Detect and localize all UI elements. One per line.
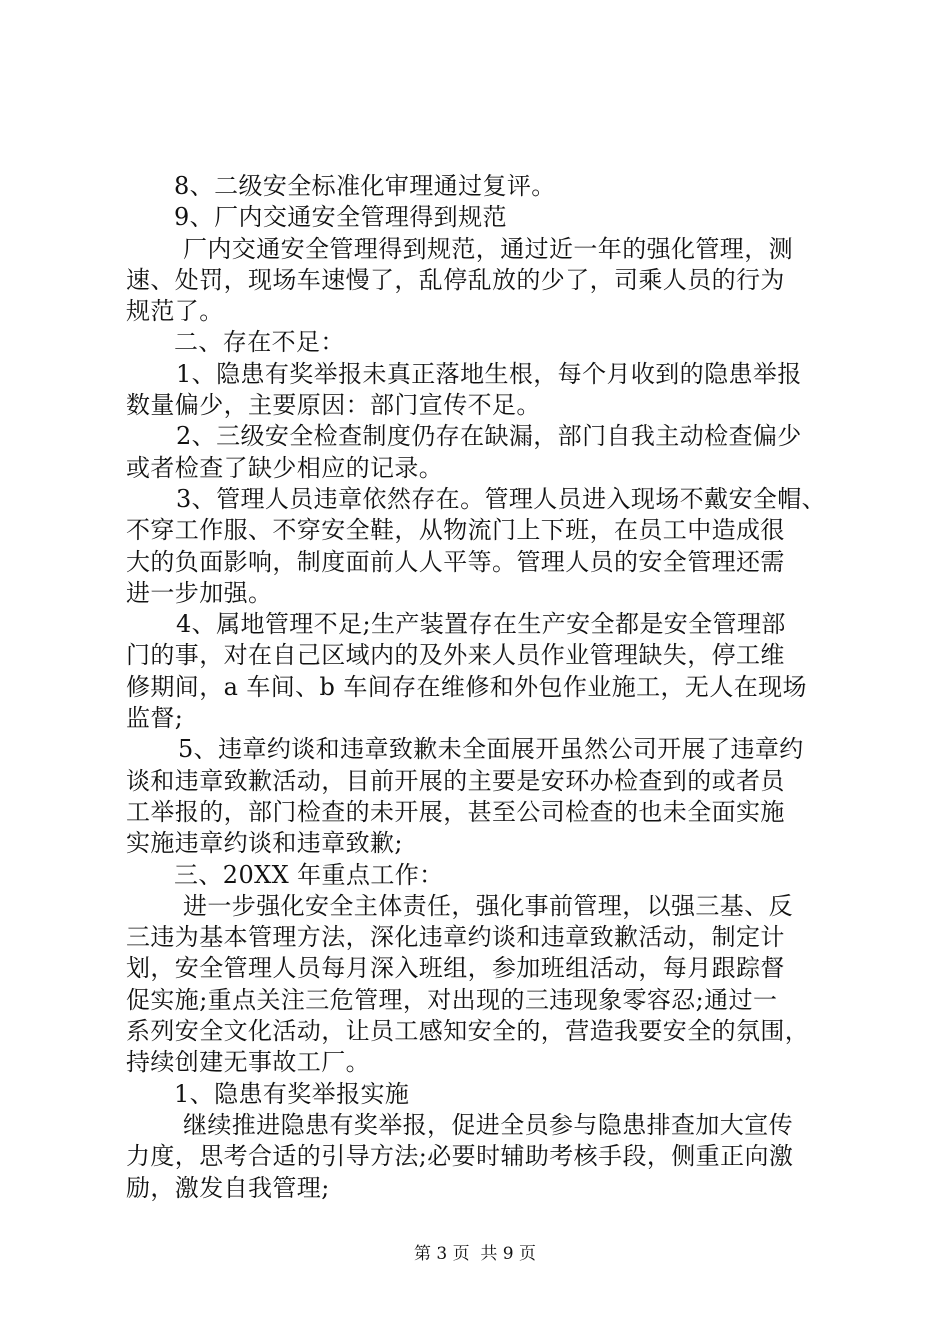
text-line: 9、厂内交通安全管理得到规范 bbox=[174, 203, 507, 232]
page-number-label: 第 3 页 共 9 页 bbox=[413, 1244, 537, 1264]
text-line: 二、存在不足： bbox=[174, 328, 345, 357]
text-line: 监督; bbox=[126, 704, 184, 733]
text-line: 速、处罚，现场车速慢了，乱停乱放的少了，司乘人员的行为 bbox=[126, 265, 785, 294]
text-line: 进一步加强。 bbox=[126, 578, 273, 607]
text-line: 持续创建无事故工厂。 bbox=[126, 1048, 370, 1077]
text-line: 实施违章约谈和违章致歉; bbox=[126, 829, 403, 858]
text-line: 2、三级安全检查制度仍存在缺漏，部门自我主动检查偏少 bbox=[176, 422, 802, 451]
document-body bbox=[126, 171, 836, 1204]
text-line: 门的事，对在自己区域内的及外来人员作业管理缺失，停工维 bbox=[126, 641, 785, 670]
text-line: 5、违章约谈和违章致歉未全面展开虽然公司开展了违章约 bbox=[178, 735, 804, 764]
text-line: 数量偏少，主要原因：部门宣传不足。 bbox=[126, 391, 541, 420]
text-line: 促实施;重点关注三危管理，对出现的三违现象零容忍;通过一 bbox=[126, 985, 778, 1014]
text-line: 1、隐患有奖举报未真正落地生根，每个月收到的隐患举报 bbox=[176, 359, 802, 388]
text-line: 4、属地管理不足;生产装置存在生产安全都是安全管理部 bbox=[176, 610, 786, 639]
text-line: 不穿工作服、不穿安全鞋，从物流门上下班，在员工中造成很 bbox=[126, 516, 785, 545]
text-line: 工举报的，部门检查的未开展，甚至公司检查的也未全面实施 bbox=[126, 797, 785, 826]
text-line: 励，激发自我管理; bbox=[126, 1173, 330, 1202]
text-line: 8、二级安全标准化审理通过复评。 bbox=[174, 172, 556, 200]
text-line: 进一步强化安全主体责任，强化事前管理，以强三基、反 bbox=[183, 891, 793, 920]
text-line: 厂内交通安全管理得到规范，通过近一年的强化管理，测 bbox=[183, 234, 793, 263]
text-line: 规范了。 bbox=[126, 297, 224, 326]
text-line: 三、20XX 年重点工作： bbox=[174, 860, 444, 889]
text-line: 修期间，a 车间、b 车间存在维修和外包作业施工，无人在现场 bbox=[126, 672, 807, 701]
text-line: 系列安全文化活动，让员工感知安全的，营造我要安全的氛围， bbox=[126, 1017, 810, 1046]
text-line: 大的负面影响，制度面前人人平等。管理人员的安全管理还需 bbox=[126, 547, 785, 576]
text-line: 三违为基本管理方法，深化违章约谈和违章致歉活动，制定计 bbox=[126, 923, 785, 952]
text-line: 继续推进隐患有奖举报，促进全员参与隐患排查加大宣传 bbox=[183, 1110, 793, 1139]
text-line: 3、管理人员违章依然存在。管理人员进入现场不戴安全帽、 bbox=[176, 484, 827, 513]
text-line: 划，安全管理人员每月深入班组，参加班组活动，每月跟踪督 bbox=[126, 954, 785, 983]
text-line: 谈和违章致歉活动，目前开展的主要是安环办检查到的或者员 bbox=[126, 766, 785, 795]
page-footer bbox=[0, 1244, 950, 1264]
text-line: 力度，思考合适的引导方法;必要时辅助考核手段，侧重正向激 bbox=[126, 1142, 794, 1171]
text-line: 1、隐患有奖举报实施 bbox=[174, 1079, 410, 1108]
text-line: 或者检查了缺少相应的记录。 bbox=[126, 453, 444, 482]
